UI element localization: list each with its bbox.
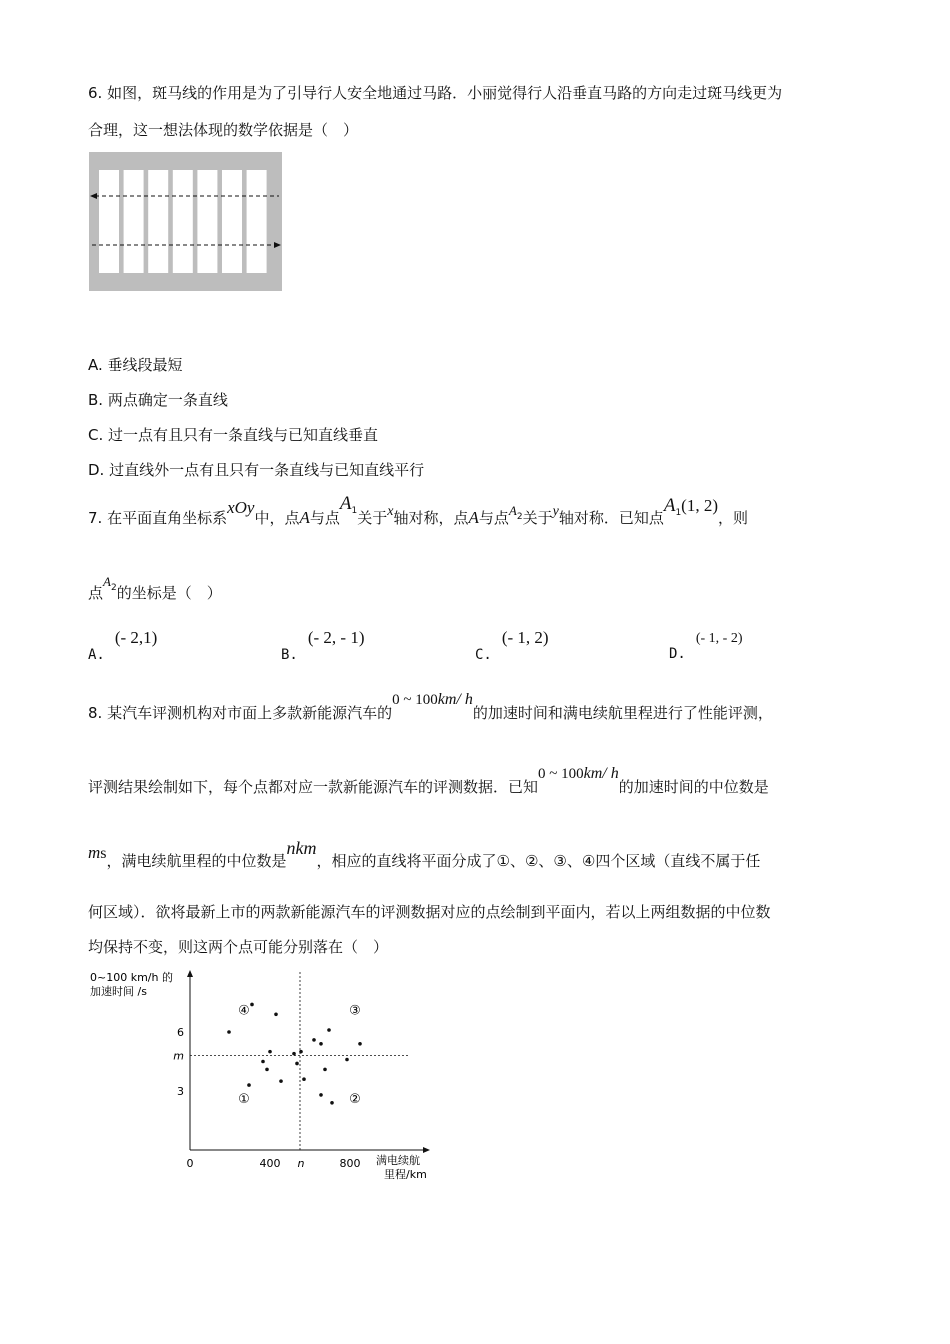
q7-text: 关于 (357, 509, 388, 527)
point-a1-known: $A_1(1$, 2) (663, 495, 718, 518)
xoy-symbol: xOy (227, 498, 255, 517)
q7-option-b[interactable]: B.(- 2, - 1) (281, 628, 365, 663)
q6-stem-line2: 合理，这一想法体现的数学依据是（ ） (88, 121, 359, 139)
crosswalk-figure (89, 152, 282, 291)
q7-option-c[interactable]: C.(- 1, 2) (475, 628, 549, 663)
x-axis-symbol: x (387, 504, 394, 519)
data-point (247, 1083, 251, 1087)
crosswalk-stripe (99, 170, 119, 273)
region-2-label: ② (349, 1091, 361, 1107)
data-point (250, 1003, 254, 1007)
q7-option-d[interactable]: D.(- 1, - 2) (669, 631, 743, 662)
origin-label: 0 (186, 1157, 194, 1170)
crosswalk-stripe (124, 170, 144, 273)
region-1-label: ① (238, 1091, 250, 1107)
data-point (295, 1062, 299, 1066)
point-a1: $A_1$ (339, 493, 358, 516)
q7-stem-line1 (88, 493, 749, 530)
data-point (261, 1060, 265, 1064)
data-point (312, 1038, 316, 1042)
region-3-label: ③ (349, 1003, 361, 1019)
y-axis-arrow (187, 970, 193, 977)
crosswalk-stripe (173, 170, 193, 273)
data-point (345, 1058, 349, 1062)
q7-stem-line2: 点$A_2$的坐标是（ ） (88, 574, 222, 602)
crosswalk-stripe (148, 170, 168, 273)
data-point (319, 1042, 323, 1046)
q7-text: 与点 (309, 509, 340, 527)
x-tick-label: 400 (259, 1157, 281, 1170)
data-point (302, 1077, 306, 1081)
crosswalk-stripe (247, 170, 267, 273)
data-point (323, 1068, 327, 1072)
data-point (319, 1093, 323, 1097)
point-a2-label: $A_2$ (103, 574, 117, 593)
data-point (279, 1079, 283, 1083)
median-m-label: m (173, 1049, 184, 1063)
q6-option-c[interactable]: C. 过一点有且只有一条直线与已知直线垂直 (88, 426, 379, 444)
data-point (292, 1052, 296, 1056)
q7-text: 与点 (478, 509, 509, 527)
q8-stem-line4: 何区域）．欲将最新上市的两款新能源汽车的评测数据对应的点绘制到平面内，若以上两组数据的中位数 (88, 903, 771, 921)
q8-stem-line3: ms，满电续航里程的中位数是nkm，相应的直线将平面分成了①、②、③、④四个区域（直线不属于任 (88, 838, 761, 870)
data-point (274, 1013, 278, 1017)
data-point (299, 1050, 303, 1054)
q7-text: 关于 (522, 509, 553, 527)
crosswalk-stripe (222, 170, 242, 273)
speed-range: 0 ~ 100km/ h (392, 691, 473, 708)
q6-stem-line1: 6. 如图，斑马线的作用是为了引导行人安全地通过马路．小丽觉得行人沿垂直马路的方向走过斑马线更为 (88, 84, 783, 102)
data-point (268, 1050, 272, 1054)
data-point (330, 1101, 334, 1105)
y-axis-symbol: y (552, 504, 559, 519)
scatter-chart (80, 965, 440, 1185)
x-axis-label-line1: 满电续航 (376, 1154, 420, 1167)
speed-range: 0 ~ 100km/ h (538, 765, 619, 782)
q7-text: 轴对称，点 (393, 509, 469, 527)
q7-text: 轴对称．已知点 (558, 509, 664, 527)
crosswalk-stripe (197, 170, 217, 273)
y-tick-label: 3 (177, 1085, 184, 1098)
data-point (327, 1028, 331, 1032)
point-a2: $A_2$ (508, 503, 523, 522)
median-n-label: n (297, 1157, 305, 1170)
q7-text: 7. 在平面直角坐标系 (88, 509, 228, 527)
q8-stem-line5: 均保持不变，则这两个点可能分别落在（ ） (88, 938, 389, 956)
point-a: A (468, 508, 479, 527)
y-tick-label: 6 (177, 1026, 184, 1039)
median-n: nkm (286, 838, 317, 858)
x-axis-label-line2: 里程/km (384, 1168, 427, 1181)
x-axis-arrow (423, 1147, 430, 1153)
q7-option-a[interactable]: A.(- 2,1) (88, 628, 158, 663)
y-axis-label-line1: 0~100 km/h 的 (90, 971, 173, 984)
q6-option-a[interactable]: A. 垂线段最短 (88, 356, 183, 374)
data-point (265, 1068, 269, 1072)
data-point (358, 1042, 362, 1046)
q6-option-b[interactable]: B. 两点确定一条直线 (88, 391, 228, 409)
x-tick-label: 800 (339, 1157, 361, 1170)
q8-stem-line1: 8. 某汽车评测机构对市面上多款新能源汽车的0 ~ 100km/ h的加速时间和满电续航里程进行了性能评测， (88, 691, 773, 722)
region-4-label: ④ (238, 1003, 250, 1019)
q7-text: ，则 (718, 509, 749, 527)
q6-option-d[interactable]: D. 过直线外一点有且只有一条直线与已知直线平行 (88, 461, 425, 479)
q7-text: 中，点 (254, 509, 300, 527)
data-point (227, 1030, 231, 1034)
point-a: A (299, 508, 310, 527)
q8-stem-line2: 评测结果绘制如下，每个点都对应一款新能源汽车的评测数据．已知0 ~ 100km/ h的加速时间的中位数是 (88, 765, 769, 796)
median-m: ms (88, 843, 107, 862)
y-axis-label-line2: 加速时间 /s (90, 985, 147, 998)
